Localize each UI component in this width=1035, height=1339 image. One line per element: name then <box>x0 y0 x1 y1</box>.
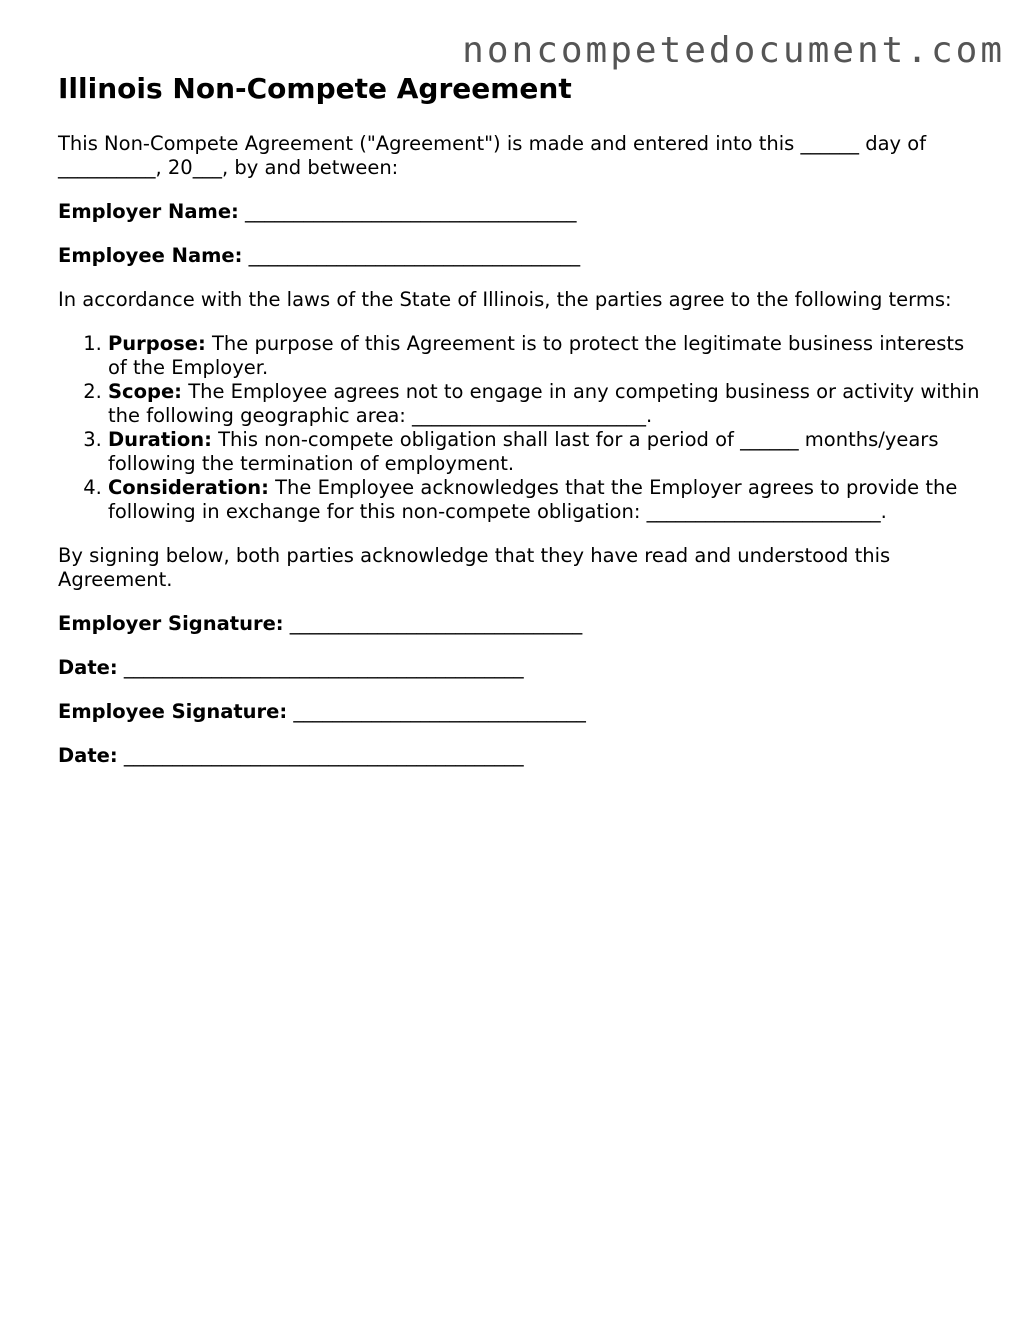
term-purpose <box>108 332 988 380</box>
document-body <box>58 132 988 788</box>
employee-name-line[interactable]: __________________________________ <box>248 244 581 267</box>
term-label: Purpose: <box>108 332 206 355</box>
employee-signature-line[interactable]: ______________________________ <box>293 700 586 723</box>
employer-signature-field <box>58 612 988 636</box>
intro-paragraph: This Non-Compete Agreement ("Agreement") is made and entered into this ______ day of __________, 20___, by and between: <box>58 132 927 179</box>
employee-signature-field <box>58 700 988 724</box>
term-label: Scope: <box>108 380 182 403</box>
term-consideration <box>108 476 988 524</box>
term-text: This non-compete obligation shall last for a period of ______ months/years following the termination of employment. <box>108 428 939 475</box>
employee-date-line[interactable]: _________________________________________ <box>123 744 524 767</box>
employee-date-label: Date: <box>58 744 118 767</box>
term-text: The Employee agrees not to engage in any competing business or activity within the following geographic area: ________________________. <box>108 380 980 427</box>
accordance-paragraph: In accordance with the laws of the State of Illinois, the parties agree to the following terms: <box>58 288 952 311</box>
employer-name-field <box>58 200 988 224</box>
term-text: The purpose of this Agreement is to protect the legitimate business interests of the Employer. <box>108 332 965 379</box>
employer-date-label: Date: <box>58 656 118 679</box>
employer-date-line[interactable]: _________________________________________ <box>123 656 524 679</box>
employer-name-label: Employer Name: <box>58 200 239 223</box>
watermark: noncompetedocument.com <box>462 30 1005 71</box>
employer-name-line[interactable]: __________________________________ <box>245 200 577 223</box>
term-label: Consideration: <box>108 476 269 499</box>
signing-paragraph: By signing below, both parties acknowledge that they have read and understood this Agreement. <box>58 544 891 591</box>
page-title: Illinois Non-Compete Agreement <box>58 72 572 105</box>
term-duration <box>108 428 988 476</box>
employee-name-field <box>58 244 988 268</box>
employee-date-field <box>58 744 988 768</box>
employer-signature-line[interactable]: ______________________________ <box>289 612 583 635</box>
employer-signature-label: Employer Signature: <box>58 612 284 635</box>
employer-date-field <box>58 656 988 680</box>
term-text: The Employee acknowledges that the Employer agrees to provide the following in exchange for this non-compete obligation: ________________________. <box>108 476 958 523</box>
term-scope <box>108 380 988 428</box>
term-label: Duration: <box>108 428 212 451</box>
terms-list <box>58 332 988 524</box>
employee-name-label: Employee Name: <box>58 244 243 267</box>
employee-signature-label: Employee Signature: <box>58 700 288 723</box>
